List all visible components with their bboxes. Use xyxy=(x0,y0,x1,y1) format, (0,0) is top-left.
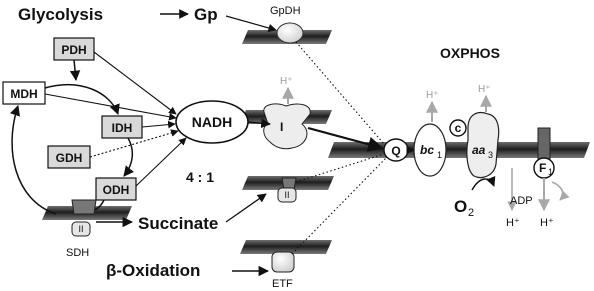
gdh-box xyxy=(48,146,90,168)
pdh-label: PDH xyxy=(61,43,87,57)
oxphos-title: OXPHOS xyxy=(440,45,500,61)
sdh-label: SDH xyxy=(66,247,90,259)
ratio-label: 4 : 1 xyxy=(186,169,215,185)
aa3-complex xyxy=(467,113,499,178)
complex-2-label: II xyxy=(284,190,290,200)
q-label: Q xyxy=(391,144,401,158)
complex-1-label: I xyxy=(280,120,284,134)
mdh-label: MDH xyxy=(10,87,38,101)
f1-label: F xyxy=(539,161,547,175)
beta-oxidation-label: β-Oxidation xyxy=(106,261,201,280)
gpdh-enzyme xyxy=(277,23,303,43)
cyt-c-label: c xyxy=(454,121,462,135)
succinate-label: Succinate xyxy=(138,214,219,233)
bc1-h-plus: H⁺ xyxy=(426,90,439,101)
o2-label: O xyxy=(454,197,468,216)
complex-1 xyxy=(264,104,310,149)
pdh-box xyxy=(54,38,94,60)
nadh-label: NADH xyxy=(191,114,233,130)
gpdh-label: GpDH xyxy=(270,5,301,17)
bc1-complex xyxy=(414,124,446,176)
adp-label: ADP xyxy=(510,195,533,207)
idh-box xyxy=(102,116,142,138)
succinate-to-complex-2-arrow xyxy=(226,194,266,222)
bc1-label: bc xyxy=(420,143,435,157)
adp-arrow xyxy=(552,182,563,200)
idh-label: IDH xyxy=(111,121,133,135)
gp-label: Gp xyxy=(194,5,218,24)
complex-1-h-plus: H⁺ xyxy=(280,76,293,87)
o2-arrow xyxy=(472,179,494,190)
bc1-subscript: 1 xyxy=(437,150,443,160)
aa3-label: aa xyxy=(472,143,486,157)
cyt-c xyxy=(450,120,466,136)
nadh-node xyxy=(176,101,248,143)
h-plus-label-left: H⁺ xyxy=(506,217,520,229)
gdh-label: GDH xyxy=(55,151,83,165)
glycolysis-label: Glycolysis xyxy=(18,5,104,24)
etf-label: ETF xyxy=(272,278,293,290)
h-plus-label-right: H⁺ xyxy=(540,217,554,229)
odh-label: ODH xyxy=(102,183,130,197)
f1-subscript: 1 xyxy=(548,167,554,177)
gp-to-gpdh-arrow xyxy=(226,16,276,30)
odh-box xyxy=(96,178,136,200)
aa3-h-plus: H⁺ xyxy=(478,84,491,95)
o2-subscript: 2 xyxy=(468,207,475,219)
q-node xyxy=(384,139,408,161)
etf-enzyme xyxy=(272,252,294,272)
aa3-subscript: 3 xyxy=(488,150,494,160)
sdh-complex-2-label: II xyxy=(78,224,84,234)
mdh-box xyxy=(3,82,45,104)
